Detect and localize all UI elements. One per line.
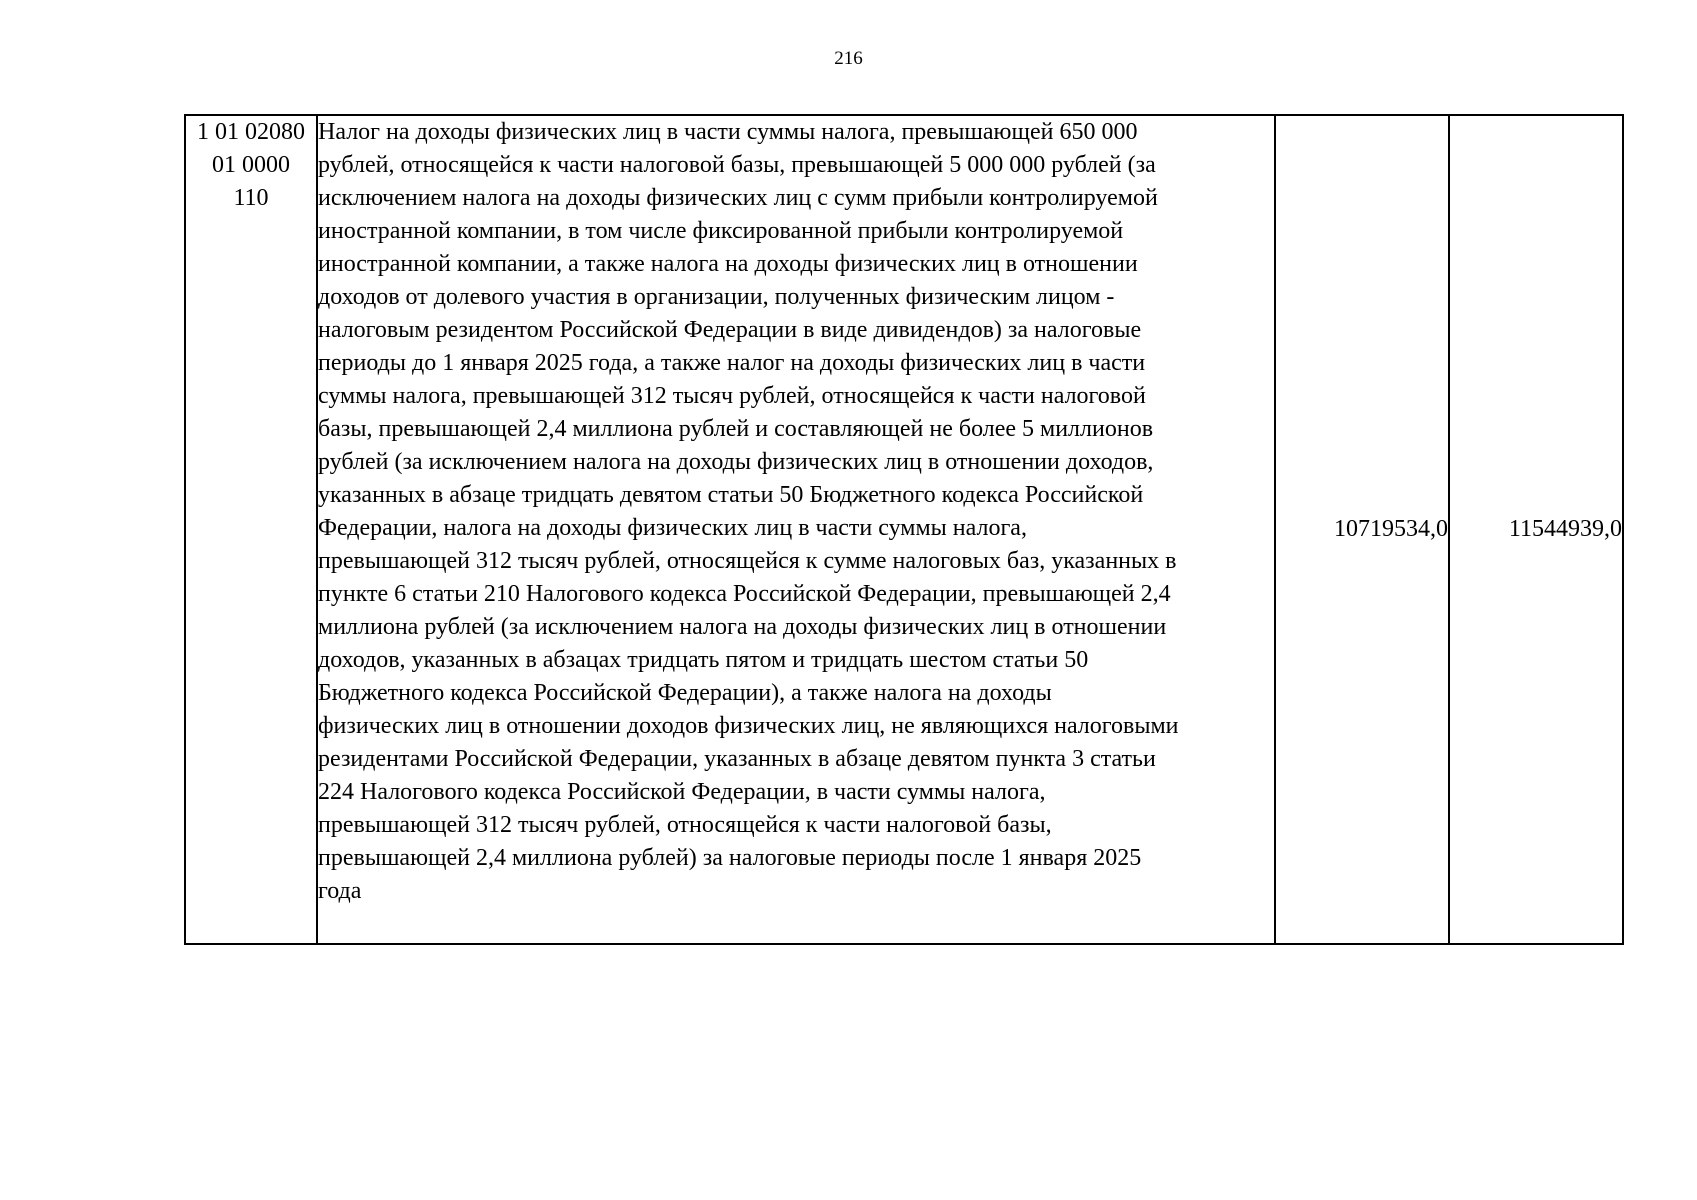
description-line: доходов от долевого участия в организации, полученных физическим лицом - bbox=[318, 284, 1115, 310]
description-line: рублей, относящейся к части налоговой базы, превышающей 5 000 000 рублей (за bbox=[318, 152, 1156, 178]
description-line: превышающей 312 тысяч рублей, относящейся к части налоговой базы, bbox=[318, 812, 1052, 838]
description-line: физических лиц в отношении доходов физических лиц, не являющихся налоговыми bbox=[318, 713, 1179, 739]
amount-value-second: 11544939,0 bbox=[1508, 516, 1622, 542]
description-line: суммы налога, превышающей 312 тысяч рублей, относящейся к части налоговой bbox=[318, 383, 1146, 409]
description-line: пункте 6 статьи 210 Налогового кодекса Российской Федерации, превышающей 2,4 bbox=[318, 581, 1171, 607]
description-cell bbox=[317, 115, 1275, 944]
description-line: иностранной компании, в том числе фиксированной прибыли контролируемой bbox=[318, 218, 1124, 244]
budget-code-line: 1 01 02080 bbox=[197, 119, 305, 145]
description-line: превышающей 312 тысяч рублей, относящейся к сумме налоговых баз, указанных в bbox=[318, 548, 1177, 574]
description-line: базы, превышающей 2,4 миллиона рублей и составляющей не более 5 миллионов bbox=[318, 416, 1154, 442]
description-line: периоды до 1 января 2025 года, а также налог на доходы физических лиц в части bbox=[318, 350, 1146, 376]
description-line: миллиона рублей (за исключением налога на доходы физических лиц в отношении bbox=[318, 614, 1167, 640]
budget-code-line: 110 bbox=[233, 185, 269, 211]
budget-code-cell bbox=[185, 115, 317, 944]
budget-table bbox=[184, 114, 1624, 945]
description-line: превышающей 2,4 миллиона рублей) за налоговые периоды после 1 января 2025 bbox=[318, 845, 1142, 871]
description-line: иностранной компании, а также налога на доходы физических лиц в отношении bbox=[318, 251, 1138, 277]
description-line: указанных в абзаце тридцать девятом статьи 50 Бюджетного кодекса Российской bbox=[318, 482, 1144, 508]
description-line: налоговым резидентом Российской Федерации в виде дивидендов) за налоговые bbox=[318, 317, 1142, 343]
description-line: Налог на доходы физических лиц в части суммы налога, превышающей 650 000 bbox=[318, 119, 1138, 145]
description-line: доходов, указанных в абзацах тридцать пятом и тридцать шестом статьи 50 bbox=[318, 647, 1089, 673]
budget-code-line: 01 0000 bbox=[212, 152, 290, 178]
description-line: рублей (за исключением налога на доходы физических лиц в отношении доходов, bbox=[318, 449, 1154, 475]
description-line: исключением налога на доходы физических лиц с сумм прибыли контролируемой bbox=[318, 185, 1158, 211]
amount-cell-second bbox=[1449, 115, 1623, 944]
amount-cell-first bbox=[1275, 115, 1449, 944]
description-line: резидентами Российской Федерации, указанных в абзаце девятом пункта 3 статьи bbox=[318, 746, 1156, 772]
page-number: 216 bbox=[834, 48, 863, 69]
description-line: года bbox=[318, 878, 362, 904]
description-line: Федерации, налога на доходы физических лиц в части суммы налога, bbox=[318, 515, 1027, 541]
description-line: Бюджетного кодекса Российской Федерации), а также налога на доходы bbox=[318, 680, 1052, 706]
table-row bbox=[185, 115, 1623, 944]
amount-value-first: 10719534,0 bbox=[1334, 516, 1448, 542]
description-line: 224 Налогового кодекса Российской Федерации, в части суммы налога, bbox=[318, 779, 1046, 805]
